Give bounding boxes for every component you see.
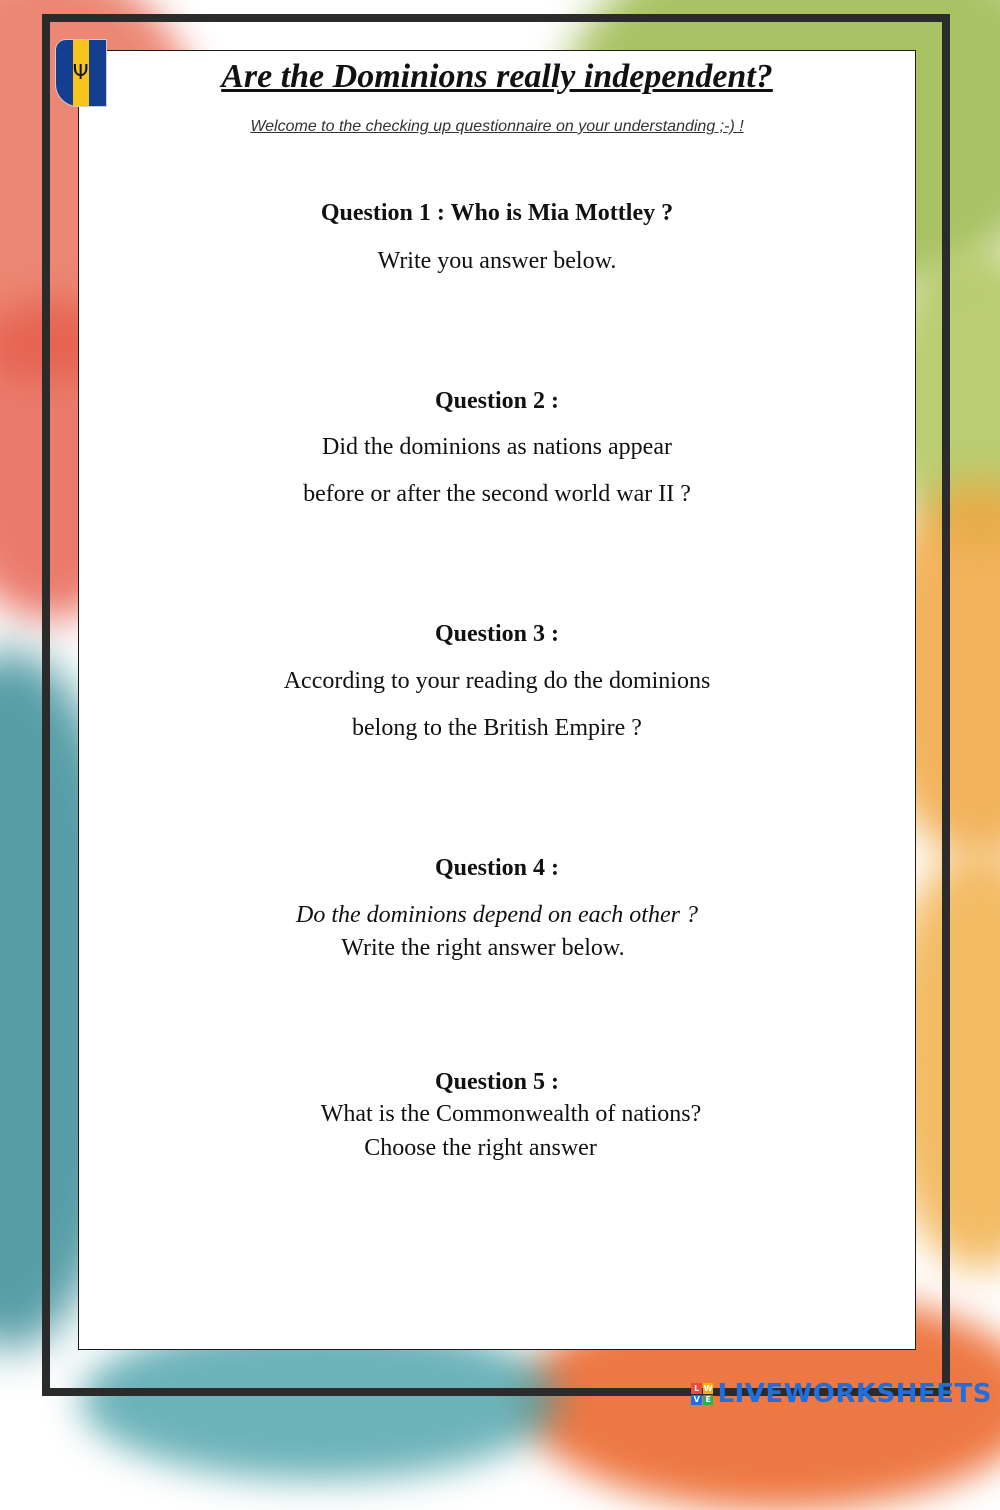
liveworksheets-logo-icon: L W V E (691, 1383, 713, 1405)
question-2-line-2: before or after the second world war II ? (303, 481, 691, 507)
page-title: Are the Dominions really independent? (221, 58, 773, 95)
question-3-heading: Question 3 : (434, 621, 559, 647)
question-3-line-1: According to your reading do the dominions (283, 668, 711, 694)
question-5-heading: Question 5 : (434, 1069, 559, 1095)
question-3-line-2: belong to the British Empire ? (352, 715, 642, 741)
question-4-heading: Question 4 : (434, 855, 559, 881)
question-5-line-1: What is the Commonwealth of nations? (320, 1101, 702, 1127)
liveworksheets-logo[interactable] (691, 1379, 992, 1409)
liveworksheets-brand-text: LIVEWORKSHEETS (717, 1379, 992, 1409)
page-subtitle: Welcome to the checking up questionnaire on your understanding ;-) ! (250, 118, 744, 135)
question-1-line-1: Write you answer below. (377, 248, 617, 274)
question-5-line-2: Choose the right answer (364, 1135, 597, 1161)
question-2-line-1: Did the dominions as nations appear (322, 434, 672, 460)
question-1-heading: Question 1 : Who is Mia Mottley ? (320, 200, 674, 226)
question-4-line-2: Write the right answer below. (341, 935, 625, 961)
question-4-line-1: Do the dominions depend on each other ? (296, 902, 698, 928)
barbados-flag-icon: Ψ (56, 40, 106, 106)
question-2-heading: Question 2 : (434, 388, 559, 414)
